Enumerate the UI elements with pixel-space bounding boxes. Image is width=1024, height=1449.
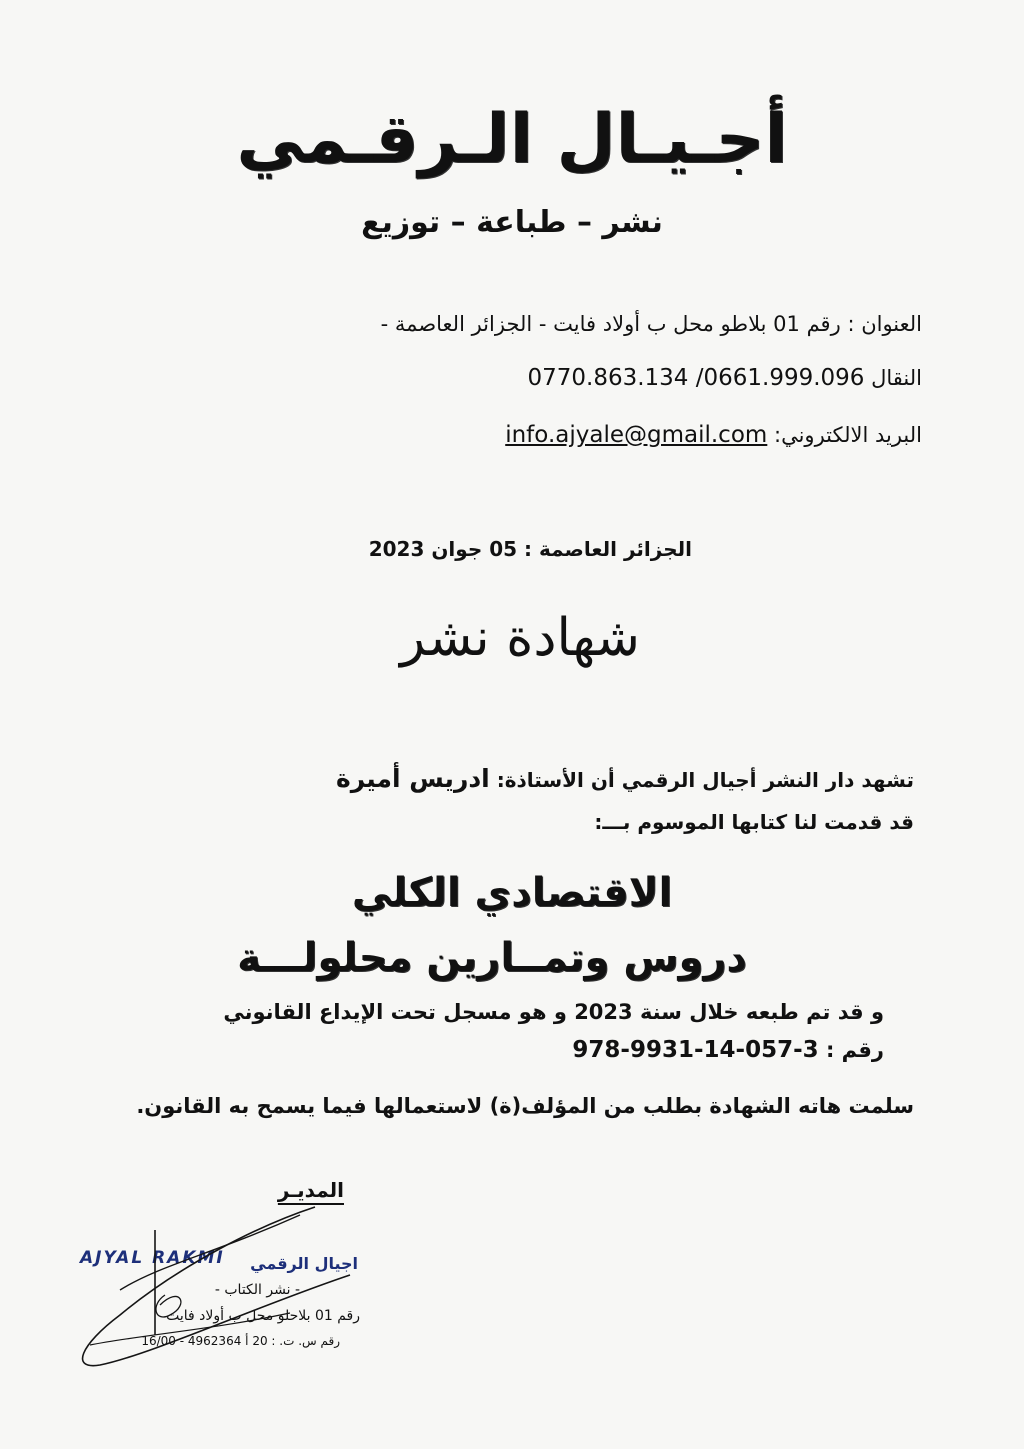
- publisher-brand: أجـيـال الـرقـمي: [236, 100, 788, 179]
- isbn-line: [572, 1037, 884, 1063]
- attestation-line: [336, 764, 914, 793]
- date-line: الجزائر العاصمة : 05 جوان 2023: [368, 537, 692, 561]
- address-value: رقم 01 بلاطو محل ب أولاد فايت - الجزائر العاصمة -: [380, 312, 841, 336]
- phone-line: [527, 365, 922, 391]
- author-name: ادريس أميرة: [335, 764, 490, 793]
- stamp-latin-name: AJYAL RAKMI: [80, 1248, 225, 1268]
- email-link[interactable]: info.ajyale@gmail.com: [505, 422, 768, 448]
- book-title-subtitle: دروس وتمــارين محلولـــة: [237, 935, 747, 981]
- email-line: [505, 422, 922, 448]
- print-year-line: و قد تم طبعه خلال سنة 2023 و هو مسجل تحت الإيداع القانوني: [223, 1000, 884, 1024]
- isbn-label: رقم :: [825, 1038, 884, 1062]
- submission-line: قد قدمت لنا كتابها الموسوم بـــ:: [594, 810, 914, 834]
- address-label: العنوان :: [847, 312, 922, 336]
- issuance-line: سلمت هاته الشهادة بطلب من المؤلف(ة) لاستعمالها فيما يسمح به القانون.: [136, 1094, 914, 1118]
- certificate-title: شهادة نشر: [400, 608, 640, 668]
- handwritten-signature-icon: [60, 1195, 380, 1375]
- director-title: المديـر: [277, 1178, 344, 1202]
- phone-value: 0770.863.134 /0661.999.096: [527, 365, 865, 391]
- stamp-arabic-name: اجيال الرقمي: [250, 1254, 358, 1273]
- attestation-text: تشهد دار النشر أجيال الرقمي أن الأستاذة:: [496, 768, 914, 792]
- stamp-registry: رقم س. ت. : 20 أ 4962364 - 16/00: [141, 1334, 340, 1348]
- phone-label: النقال: [871, 366, 922, 390]
- publisher-services: نشر – طباعة – توزيع: [361, 205, 663, 240]
- stamp-address: رقم 01 بلاحلو محل ب أولاد فايت: [166, 1308, 360, 1324]
- address-line: [381, 312, 922, 336]
- email-label: البريد الالكتروني:: [774, 423, 922, 447]
- isbn-value: 978-9931-14-057-3: [572, 1037, 819, 1063]
- stamp-subtitle: - نشر الكتاب -: [214, 1282, 300, 1298]
- book-title-main: الاقتصادي الكلي: [351, 870, 673, 916]
